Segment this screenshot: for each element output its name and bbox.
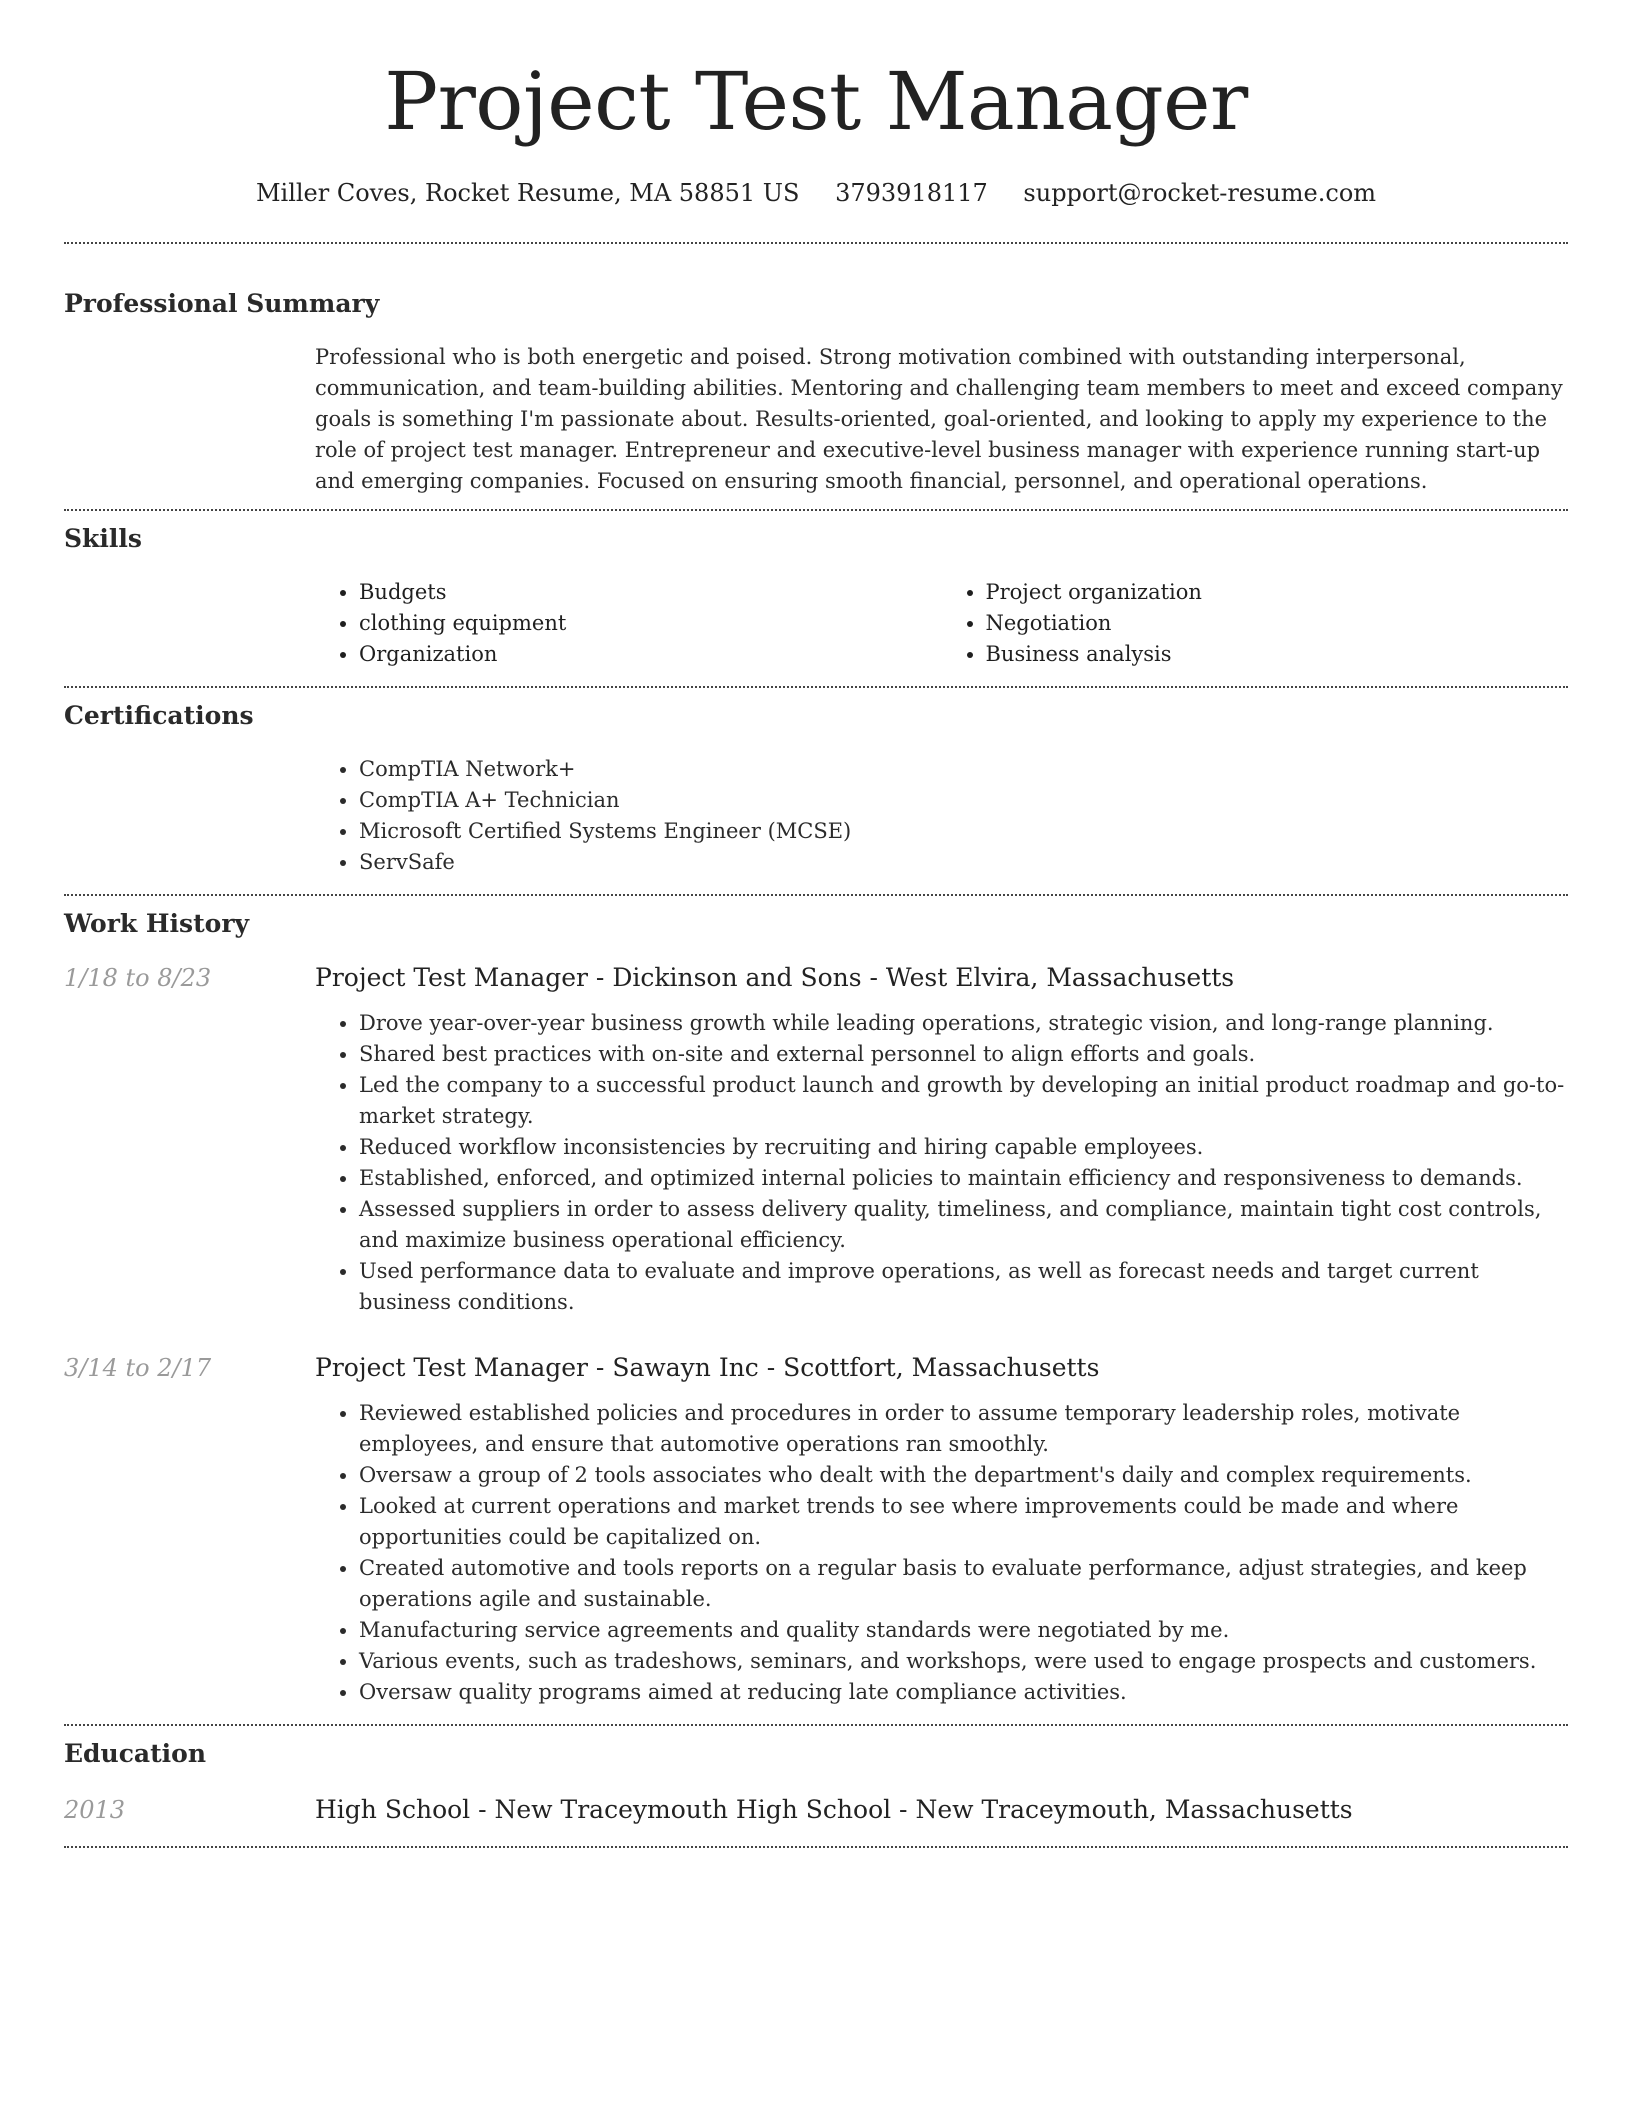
job-header — [64, 1352, 1568, 1384]
section-title-work: Work History — [64, 909, 250, 938]
job-bullet: • Various events, such as tradeshows, seminars, and workshops, were used to engage prospects and customers. — [359, 1646, 1568, 1677]
section-title-education: Education — [64, 1739, 207, 1768]
contact-phone: 3793918117 — [835, 179, 988, 207]
candidate-name: Project Test Manager — [384, 55, 1248, 148]
divider — [64, 1846, 1568, 1848]
certification-item: • ServSafe — [359, 847, 1568, 878]
contact-email: support@rocket-resume.com — [1023, 179, 1377, 207]
skills-list-right — [942, 577, 1569, 670]
section-title-summary: Professional Summary — [64, 289, 380, 318]
job-bullet: • Manufacturing service agreements and quality standards were negotiated by me. — [359, 1615, 1568, 1646]
job-bullets — [315, 1398, 1568, 1708]
job-bullet: • Created automotive and tools reports on a regular basis to evaluate performance, adjust strategies, and keep operations agile and sustainable. — [359, 1553, 1568, 1615]
skill-item: • clothing equipment — [359, 608, 942, 639]
job-bullet: • Reviewed established policies and procedures in order to assume temporary leadership roles, motivate employees, and ensure that automotive operations ran smoothly. — [359, 1398, 1568, 1460]
education-section — [64, 1726, 1568, 1826]
job-bullet: • Oversaw quality programs aimed at reducing late compliance activities. — [359, 1677, 1568, 1708]
contact-address: Miller Coves, Rocket Resume, MA 58851 US — [255, 179, 800, 207]
job-heading: Project Test Manager - Sawayn Inc - Scottfort, Massachusetts — [315, 1353, 1100, 1382]
skills-section — [64, 511, 1568, 670]
job-entry — [64, 1352, 1568, 1708]
job-bullet: • Oversaw a group of 2 tools associates who dealt with the department's daily and complex requirements. — [359, 1460, 1568, 1491]
job-bullet: • Looked at current operations and market trends to see where improvements could be made and where opportunities could be capitalized on. — [359, 1491, 1568, 1553]
summary-section — [64, 244, 1568, 497]
education-entry — [64, 1794, 1568, 1826]
contact-line — [64, 178, 1568, 208]
resume-page — [64, 0, 1568, 1848]
certification-item: • Microsoft Certified Systems Engineer (MCSE) — [359, 816, 1568, 847]
job-bullet: • Led the company to a successful product launch and growth by developing an initial product roadmap and go-to-market strategy. — [359, 1070, 1568, 1132]
certifications-list — [315, 754, 1568, 878]
work-section — [64, 896, 1568, 1708]
job-bullet: • Used performance data to evaluate and improve operations, as well as forecast needs and target current business conditions. — [359, 1256, 1568, 1318]
job-bullet: • Assessed suppliers in order to assess delivery quality, timeliness, and compliance, maintain tight cost controls, and maximize business operational efficiency. — [359, 1194, 1568, 1256]
job-heading: Project Test Manager - Dickinson and Sons - West Elvira, Massachusetts — [315, 963, 1235, 992]
job-bullet-list — [315, 1008, 1568, 1318]
skill-item: • Organization — [359, 639, 942, 670]
job-entry — [64, 962, 1568, 1318]
job-bullet-list — [315, 1398, 1568, 1708]
skill-item: • Negotiation — [986, 608, 1569, 639]
certifications-body — [315, 754, 1568, 878]
skill-item: • Business analysis — [986, 639, 1569, 670]
section-title-certifications: Certifications — [64, 701, 254, 730]
skill-item: • Project organization — [986, 577, 1569, 608]
education-year: 2013 — [64, 1796, 126, 1824]
education-heading: High School - New Traceymouth High School - New Traceymouth, Massachusetts — [315, 1795, 1353, 1824]
section-title-skills: Skills — [64, 524, 142, 553]
summary-text: Professional who is both energetic and poised. Strong motivation combined with outstanding interpersonal, communication, and team-building abilities. Mentoring and challenging team members to meet and exceed company goals is something I'm passionate about. Results-oriented, goal-oriented, and looking to apply my experience to the role of project test manager. Entrepreneur and executive-level business manager with experience running start-up and emerging companies. Focused on ensuring smooth financial, personnel, and operational operations. — [315, 345, 1563, 493]
certification-item: • CompTIA Network+ — [359, 754, 1568, 785]
skill-item: • Budgets — [359, 577, 942, 608]
certifications-section — [64, 688, 1568, 878]
skills-grid — [315, 577, 1568, 670]
job-bullet: • Established, enforced, and optimized internal policies to maintain efficiency and responsiveness to demands. — [359, 1163, 1568, 1194]
job-bullet: • Shared best practices with on-site and external personnel to align efforts and goals. — [359, 1039, 1568, 1070]
job-bullets — [315, 1008, 1568, 1318]
job-dates: 1/18 to 8/23 — [64, 964, 212, 992]
resume-header — [64, 0, 1568, 208]
certification-item: • CompTIA A+ Technician — [359, 785, 1568, 816]
job-dates: 3/14 to 2/17 — [64, 1354, 212, 1382]
job-bullet: • Reduced workflow inconsistencies by recruiting and hiring capable employees. — [359, 1132, 1568, 1163]
job-header — [64, 962, 1568, 994]
job-bullet: • Drove year-over-year business growth while leading operations, strategic vision, and long-range planning. — [359, 1008, 1568, 1039]
skills-list-left — [315, 577, 942, 670]
